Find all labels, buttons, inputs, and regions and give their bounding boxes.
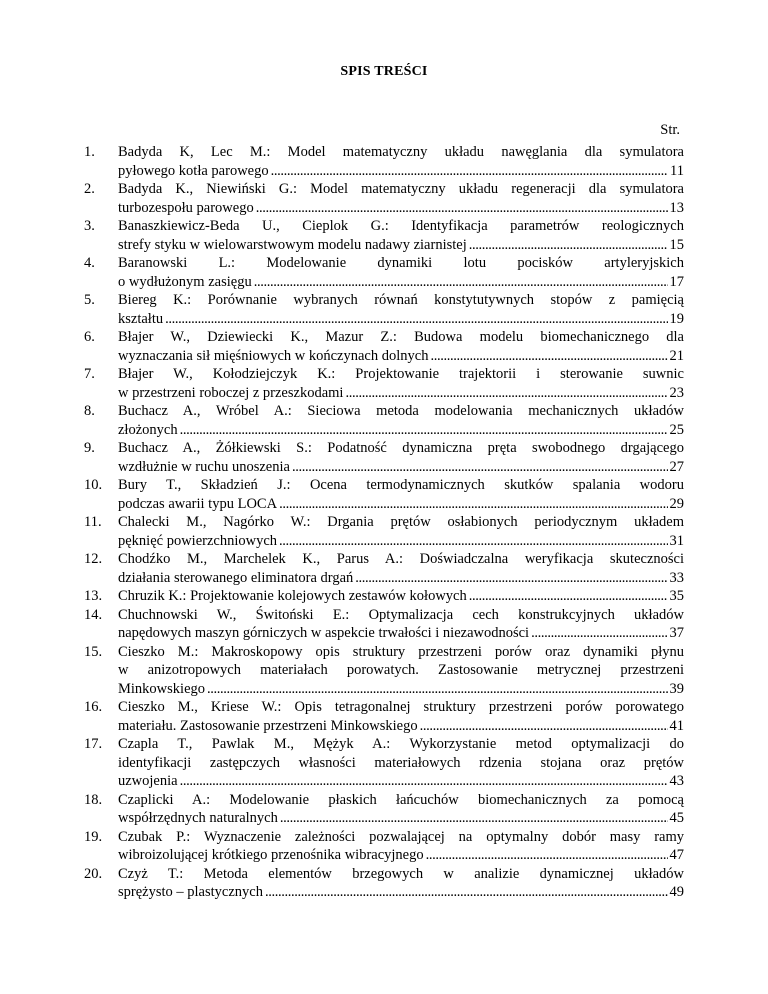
dot-leader — [426, 846, 668, 865]
toc-entry — [84, 439, 684, 476]
toc-entry-page-number: 33 — [669, 569, 684, 586]
toc-entry-last-line — [118, 772, 684, 791]
toc-entry-last-line — [118, 809, 684, 828]
toc-entry — [84, 254, 684, 291]
toc-entry-number: 1. — [84, 144, 95, 160]
table-of-contents — [84, 143, 684, 902]
toc-entry-text-line: Czubak P.: Wyznaczenie zależności pozwalającej na optymalny dobór masy ramy — [118, 828, 684, 845]
toc-entry-number: 8. — [84, 403, 95, 419]
toc-entry-last-line — [118, 310, 684, 329]
toc-entry-text-line: Czaplicki A.: Modelowanie płaskich łańcuchów biomechanicznych za pomocą — [118, 791, 684, 808]
dot-leader — [279, 532, 667, 551]
toc-entry — [84, 328, 684, 365]
toc-entry-text-line: napędowych maszyn górniczych w aspekcie trwałości i niezawodności — [118, 625, 530, 641]
toc-entry-text-line: wibroizolującej krótkiego przenośnika wibracyjnego — [118, 847, 424, 863]
toc-entry-number: 5. — [84, 292, 95, 308]
toc-entry-text-line: Cieszko M.: Makroskopowy opis struktury przestrzeni porów oraz dynamiki płynu — [118, 643, 684, 660]
toc-entry-last-line — [118, 347, 684, 366]
toc-entry-number: 16. — [84, 699, 103, 715]
dot-leader — [531, 624, 667, 643]
toc-entry-text-line: strefy styku w wielowarstwowym modelu nadawy ziarnistej — [118, 236, 467, 253]
toc-entry-page-number: 29 — [669, 495, 684, 512]
toc-entry-page-number: 11 — [670, 162, 684, 179]
toc-entry-number: 9. — [84, 440, 95, 456]
toc-entry-page-number: 37 — [669, 625, 684, 641]
dot-leader — [180, 772, 668, 791]
toc-entry-number: 11. — [84, 514, 102, 530]
toc-entry — [84, 735, 684, 791]
toc-entry-text-line: podczas awarii typu LOCA — [118, 495, 278, 512]
toc-entry-last-line — [118, 273, 684, 292]
toc-entry-number: 17. — [84, 736, 103, 752]
toc-entry-last-line — [118, 717, 684, 736]
toc-entry-page-number: 43 — [669, 773, 684, 789]
toc-entry-page-number: 15 — [669, 236, 684, 253]
toc-entry-text-line: Biereg K.: Porównanie wybranych równań konstytutywnych stopów z pamięcią — [118, 292, 684, 308]
dot-leader — [430, 347, 667, 366]
toc-entry-last-line — [118, 624, 684, 643]
dot-leader — [207, 680, 668, 699]
toc-entry-number: 12. — [84, 551, 103, 567]
toc-entry-page-number: 49 — [669, 884, 684, 900]
toc-entry-last-line — [118, 384, 684, 403]
dot-leader — [469, 587, 668, 606]
toc-entry-page-number: 19 — [669, 310, 684, 327]
toc-entry — [84, 476, 684, 513]
toc-entry-text-line: Cieszko M., Kriese W.: Opis tetragonalnej struktury przestrzeni porów porowatego — [118, 699, 684, 715]
toc-entry — [84, 217, 684, 254]
toc-entry-text-line: w anizotropowych materiałach porowatych. Zastosowanie metrycznej przestrzeni — [118, 662, 684, 678]
toc-entry-text-line: Chuchnowski W., Świtoński E.: Optymalizacja cech konstrukcyjnych układów — [118, 606, 684, 623]
toc-entry-number: 6. — [84, 329, 95, 345]
dot-leader — [355, 569, 667, 588]
toc-entry-number: 7. — [84, 366, 95, 382]
toc-entry-page-number: 23 — [669, 384, 684, 401]
toc-entry-page-number: 45 — [669, 810, 684, 826]
toc-entry-last-line — [118, 236, 684, 255]
toc-entry-text-line: Błajer W., Dziewiecki K., Mazur Z.: Budowa modelu biomechanicznego dla — [118, 329, 684, 345]
toc-entry — [84, 402, 684, 439]
toc-entry-text-line: w przestrzeni roboczej z przeszkodami — [118, 384, 344, 401]
toc-entry-text-line: Minkowskiego — [118, 680, 205, 697]
toc-entry-text-line: wzdłużnie w ruchu unoszenia — [118, 458, 290, 475]
toc-entry-text-line: Badyda K, Lec M.: Model matematyczny układu nawęglania dla symulatora — [118, 144, 684, 160]
page-title: SPIS TREŚCI — [340, 64, 428, 79]
toc-entry-page-number: 25 — [669, 421, 684, 438]
toc-entry-page-number: 35 — [669, 588, 684, 604]
toc-entry-last-line — [118, 162, 684, 181]
toc-entry-last-line — [118, 532, 684, 551]
toc-entry-last-line — [118, 846, 684, 865]
dot-leader — [271, 162, 668, 181]
dot-leader — [280, 809, 668, 828]
toc-entry-number: 18. — [84, 791, 103, 808]
toc-entry-number: 14. — [84, 606, 103, 623]
toc-entry-last-line — [118, 199, 684, 218]
toc-entry-text-line: Bury T., Składzień J.: Ocena termodynamicznych skutków spalania wodoru — [118, 477, 684, 493]
toc-entry-text-line: identyfikacji zastępczych własności materiałowych rdzenia stojana oraz prętów — [118, 754, 684, 771]
toc-entry — [84, 606, 684, 643]
toc-entry-number: 3. — [84, 218, 95, 234]
toc-entry-text-line: współrzędnych naturalnych — [118, 810, 278, 826]
toc-entry-text-line: materiału. Zastosowanie przestrzeni Minkowskiego — [118, 717, 418, 734]
toc-entry-text-line: Chruzik K.: Projektowanie kolejowych zestawów kołowych — [118, 588, 467, 604]
toc-entry-page-number: 41 — [669, 717, 684, 734]
toc-entry — [84, 180, 684, 217]
toc-entry-text-line: Chodźko M., Marchelek K., Parus A.: Doświadczalna weryfikacja skuteczności — [118, 551, 684, 567]
toc-entry-text-line: wyznaczania sił mięśniowych w kończynach dolnych — [118, 347, 429, 364]
toc-entry-text-line: Baranowski L.: Modelowanie dynamiki lotu pocisków artyleryjskich — [118, 255, 684, 271]
toc-entry — [84, 828, 684, 865]
dot-leader — [165, 310, 667, 329]
toc-entry-page-number: 17 — [669, 273, 684, 290]
toc-entry-last-line — [118, 458, 684, 477]
dot-leader — [469, 236, 668, 255]
toc-entry-text-line: złożonych — [118, 421, 178, 438]
toc-entry-text-line: Czyż T.: Metoda elementów brzegowych w analizie dynamicznej układów — [118, 865, 684, 882]
toc-entry — [84, 513, 684, 550]
toc-entry — [84, 291, 684, 328]
toc-entry-last-line — [118, 495, 684, 514]
toc-entry — [84, 143, 684, 180]
toc-entry-number: 13. — [84, 588, 103, 604]
toc-entry-page-number: 47 — [669, 847, 684, 863]
dot-leader — [265, 883, 668, 902]
toc-entry-number: 20. — [84, 865, 103, 882]
toc-entry-text-line: kształtu — [118, 310, 164, 327]
dot-leader — [420, 717, 668, 736]
toc-entry-number: 19. — [84, 828, 103, 845]
toc-entry-page-number: 13 — [669, 199, 684, 216]
toc-entry-last-line — [118, 680, 684, 699]
dot-leader — [254, 273, 668, 292]
toc-entry — [84, 865, 684, 902]
dot-leader — [345, 384, 667, 403]
toc-entry-number: 15. — [84, 643, 103, 660]
toc-entry-last-line — [118, 421, 684, 440]
toc-entry-page-number: 31 — [669, 532, 684, 549]
toc-entry-number: 2. — [84, 181, 95, 197]
dot-leader — [180, 421, 668, 440]
toc-entry-page-number: 21 — [669, 347, 684, 364]
page-column-header: Str. — [660, 122, 680, 138]
toc-entry-text-line: działania sterowanego eliminatora drgań — [118, 569, 354, 586]
toc-entry-text-line: Czapla T., Pawlak M., Mężyk A.: Wykorzystanie metod optymalizacji do — [118, 736, 684, 752]
toc-entry — [84, 587, 684, 606]
toc-entry-text-line: turbozespołu parowego — [118, 199, 254, 216]
toc-entry-text-line: Błajer W., Kołodziejczyk K.: Projektowanie trajektorii i sterowanie suwnic — [118, 366, 684, 382]
toc-entry-text-line: o wydłużonym zasięgu — [118, 273, 252, 290]
toc-entry-page-number: 27 — [669, 458, 684, 475]
toc-entry-text-line: Buchacz A., Żółkiewski S.: Podatność dynamiczna pręta swobodnego drgającego — [118, 440, 684, 456]
toc-entry-number: 4. — [84, 255, 95, 271]
toc-entry-number: 10. — [84, 477, 103, 493]
toc-entry-text-line: pęknięć powierzchniowych — [118, 532, 278, 549]
toc-entry-text-line: Banaszkiewicz-Beda U., Cieplok G.: Identyfikacja parametrów reologicznych — [118, 218, 684, 234]
toc-entry-last-line — [118, 587, 684, 606]
toc-entry — [84, 365, 684, 402]
toc-entry — [84, 550, 684, 587]
toc-entry-text-line: Badyda K., Niewiński G.: Model matematyczny układu regeneracji dla symulatora — [118, 181, 684, 197]
toc-entry-text-line: Chalecki M., Nagórko W.: Drgania prętów osłabionych periodycznym układem — [118, 514, 684, 530]
toc-entry-last-line — [118, 883, 684, 902]
dot-leader — [279, 495, 667, 514]
toc-entry-text-line: Buchacz A., Wróbel A.: Sieciowa metoda modelowania mechanicznych układów — [118, 403, 684, 419]
toc-entry-text-line: uzwojenia — [118, 773, 178, 789]
dot-leader — [292, 458, 668, 477]
toc-entry-text-line: sprężysto – plastycznych — [118, 884, 263, 900]
toc-entry-text-line: pyłowego kotła parowego — [118, 162, 269, 179]
dot-leader — [256, 199, 668, 218]
toc-entry-last-line — [118, 569, 684, 588]
toc-entry-page-number: 39 — [669, 680, 684, 697]
toc-entry — [84, 791, 684, 828]
toc-entry — [84, 698, 684, 735]
toc-entry — [84, 643, 684, 699]
